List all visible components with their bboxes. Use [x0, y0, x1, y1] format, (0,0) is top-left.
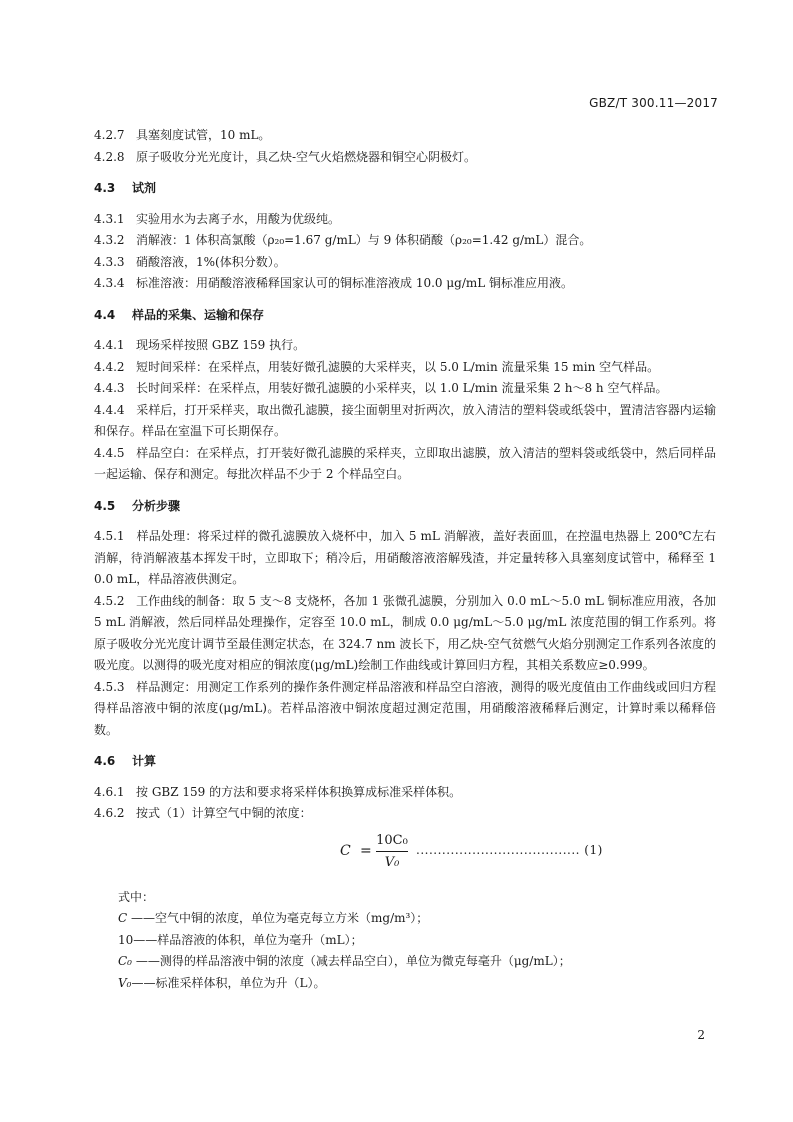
- clause-number: 4.4.5: [94, 445, 125, 460]
- clause-4-4-4: [94, 400, 716, 443]
- clause-4-5-3: [94, 677, 716, 742]
- section-title: 样品的采集、运输和保存: [132, 307, 265, 322]
- clause-4-2-8: [94, 147, 716, 169]
- variable-description: ——标准采样体积，单位为升（L）。: [131, 975, 326, 990]
- clause-text: 原子吸收分光光度计，具乙炔-空气火焰燃烧器和铜空心阴极灯。: [136, 149, 477, 164]
- variable-symbol: C₀: [118, 954, 132, 968]
- formula-denominator: V₀: [384, 854, 400, 870]
- variable-definition: [118, 908, 716, 930]
- formula-number-leader: ...................................... (1): [416, 842, 603, 857]
- clause-4-3-2: [94, 230, 716, 252]
- clause-4-6-2: [94, 803, 716, 825]
- clause-number: 4.4.2: [94, 359, 125, 374]
- clause-text: 硝酸溶液，1%(体积分数）。: [136, 254, 286, 269]
- variable-definition: [118, 973, 716, 995]
- variable-description: ——测得的样品溶液中铜的浓度（减去样品空白），单位为微克每毫升（μg/mL）；: [132, 954, 571, 968]
- clause-number: 4.5.2: [94, 593, 125, 608]
- formula-1: [94, 831, 716, 883]
- clause-text: 具塞刻度试管，10 mL。: [136, 128, 271, 142]
- clause-number: 4.4.4: [94, 402, 125, 417]
- clause-text: 按式（1）计算空气中铜的浓度：: [136, 806, 312, 820]
- clause-4-3-3: [94, 252, 716, 274]
- clause-text: 样品处理：将采过样的微孔滤膜放入烧杯中，加入 5 mL 消解液，盖好表面皿，在控温电热器上 200℃左右消解，待消解液基本挥发干时，立即取下；稍冷后，用硝酸溶液溶解残渣，并定量转移入具塞刻度试管中，稀释至 10.0 mL，样品溶液供测定。: [94, 529, 716, 586]
- variable-description: 10——样品溶液的体积，单位为毫升（mL）；: [118, 932, 363, 947]
- section-4-3-heading: [94, 178, 716, 200]
- clause-text: 消解液：1 体积高氯酸（ρ₂₀=1.67 g/mL）与 9 体积硝酸（ρ₂₀=1.42 g/mL）混合。: [136, 233, 592, 247]
- formula-numerator: 10C₀: [376, 832, 408, 848]
- clause-number: 4.3.2: [94, 233, 125, 247]
- clause-text: 标准溶液：用硝酸溶液稀释国家认可的铜标准溶液成 10.0 μg/mL 铜标准应用液。: [136, 276, 574, 290]
- section-4-4-heading: [94, 305, 716, 327]
- section-4-6-heading: [94, 751, 716, 773]
- clause-number: 4.6.2: [94, 806, 125, 820]
- clause-text: 短时间采样：在采样点，用装好微孔滤膜的大采样夹，以 5.0 L/min 流量采集 15 min 空气样品。: [136, 359, 660, 374]
- section-4-5-heading: [94, 496, 716, 518]
- clause-4-4-1: [94, 335, 716, 357]
- variable-description: ——空气中铜的浓度，单位为毫克每立方米（mg/m³）；: [127, 911, 429, 925]
- clause-number: 4.5.1: [94, 529, 125, 543]
- formula-equals: =: [360, 842, 372, 859]
- section-number: 4.5: [94, 498, 116, 513]
- clause-number: 4.6.1: [94, 784, 125, 799]
- section-title: 计算: [132, 754, 157, 768]
- formula-fraction: [376, 831, 408, 872]
- clause-4-4-2: [94, 357, 716, 379]
- section-number: 4.6: [94, 754, 116, 768]
- page-number: 2: [697, 1028, 705, 1042]
- clause-4-5-1: [94, 526, 716, 591]
- fraction-bar: [376, 851, 408, 852]
- where-label: 式中：: [118, 889, 155, 904]
- clause-text: 样品空白：在采样点，打开装好微孔滤膜的采样夹，立即取出滤膜，放入清洁的塑料袋或纸袋中，然后同样品一起运输、保存和测定。每批次样品不少于 2 个样品空白。: [94, 445, 716, 481]
- clause-number: 4.5.3: [94, 679, 125, 694]
- clause-number: 4.3.3: [94, 254, 125, 269]
- clause-number: 4.2.8: [94, 149, 125, 164]
- formula-lhs: C: [340, 842, 351, 859]
- clause-number: 4.3.1: [94, 211, 125, 226]
- variable-symbol: V₀: [118, 975, 132, 990]
- section-number: 4.3: [94, 181, 116, 195]
- variable-definition: [118, 930, 716, 952]
- clause-number: 4.2.7: [94, 128, 125, 142]
- variable-definition: [118, 951, 716, 973]
- document-body: [94, 125, 716, 994]
- section-title: 分析步骤: [132, 498, 181, 513]
- clause-4-2-7: [94, 125, 716, 147]
- standard-code-header: GBZ/T 300.11—2017: [589, 96, 718, 110]
- variable-symbol: C: [118, 911, 128, 925]
- clause-4-3-1: [94, 209, 716, 231]
- section-number: 4.4: [94, 307, 116, 322]
- clause-4-6-1: [94, 782, 716, 804]
- clause-text: 实验用水为去离子水，用酸为优级纯。: [136, 211, 341, 226]
- clause-number: 4.4.1: [94, 338, 125, 352]
- clause-4-4-3: [94, 378, 716, 400]
- clause-text: 现场采样按照 GBZ 159 执行。: [136, 338, 306, 352]
- clause-text: 长时间采样：在采样点，用装好微孔滤膜的小采样夹，以 1.0 L/min 流量采集 2 h～8 h 空气样品。: [136, 381, 668, 395]
- clause-text: 样品测定：用测定工作系列的操作条件测定样品溶液和样品空白溶液，测得的吸光度值由工作曲线或回归方程得样品溶液中铜的浓度(μg/mL)。若样品溶液中铜浓度超过测定范围，用硝酸溶液稀释后测定，计算时乘以稀释倍数。: [94, 679, 716, 737]
- clause-number: 4.3.4: [94, 276, 125, 290]
- clause-number: 4.4.3: [94, 381, 125, 395]
- clause-4-3-4: [94, 273, 716, 295]
- clause-text: 采样后，打开采样夹，取出微孔滤膜，接尘面朝里对折两次，放入清洁的塑料袋或纸袋中，置清洁容器内运输和保存。样品在室温下可长期保存。: [94, 402, 716, 438]
- clause-4-5-2: [94, 591, 716, 677]
- clause-4-4-5: [94, 443, 716, 486]
- clause-text: 工作曲线的制备：取 5 支～8 支烧杯，各加 1 张微孔滤膜，分别加入 0.0 mL～5.0 mL 铜标准应用液，各加 5 mL 消解液，然后同样品处理操作，定容至 10.0 mL，制成 0.0 μg/mL～5.0 μg/mL 浓度范围的铜工作系列。将原子吸收分光光度计调节至最佳测定状态，在 324.7 nm 波长下，用乙炔-空气贫燃气火焰分别测定工作系列各浓度的吸光度。以测得的吸光度对相应的铜浓度(μg/mL)绘制工作曲线或计算回归方程，其相关系数应≥0.999。: [94, 593, 716, 672]
- section-title: 试剂: [132, 181, 157, 195]
- clause-text: 按 GBZ 159 的方法和要求将采样体积换算成标准采样体积。: [136, 784, 462, 799]
